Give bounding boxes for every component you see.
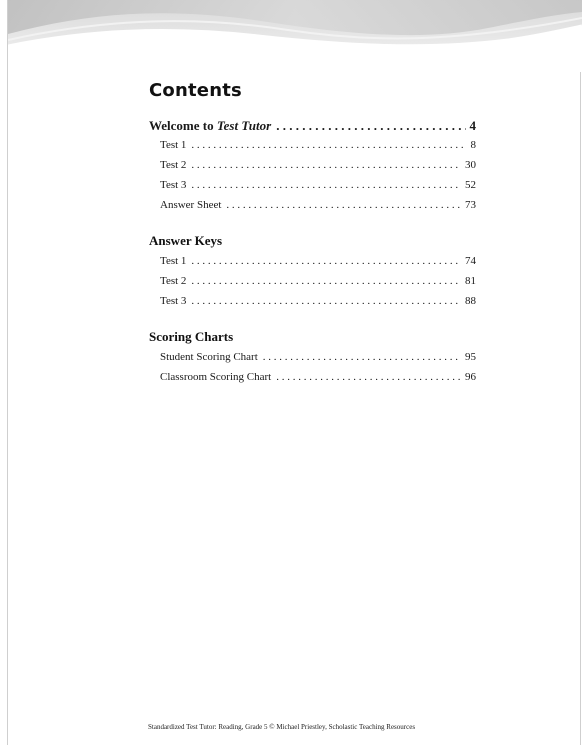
- toc-label: Test 1: [160, 255, 187, 267]
- toc-page-number: 81: [465, 275, 476, 287]
- toc-label: Answer Sheet: [160, 199, 222, 211]
- document-page: [7, 0, 581, 745]
- toc-entry-welcome[interactable]: [149, 118, 476, 134]
- page-footer: Standardized Test Tutor: Reading, Grade 5 © Michael Priestley, Scholastic Teaching Resources: [148, 723, 416, 731]
- section-heading-answer-keys: Answer Keys: [149, 233, 223, 248]
- leader-dots: [276, 118, 465, 134]
- toc-label: Student Scoring Chart: [160, 351, 258, 363]
- toc-entry[interactable]: [160, 274, 476, 288]
- leader-dots: [191, 294, 461, 308]
- toc-page-number: 30: [465, 159, 476, 171]
- page-title: Contents: [149, 80, 242, 101]
- toc-entry[interactable]: [160, 370, 476, 384]
- toc-label: Test 3: [160, 295, 187, 307]
- toc-page-number: 52: [465, 179, 476, 191]
- toc-label: Test 1: [160, 139, 187, 151]
- leader-dots: [263, 350, 461, 364]
- leader-dots: [191, 274, 461, 288]
- toc-entry[interactable]: [160, 294, 476, 308]
- leader-dots: [191, 138, 466, 152]
- toc-page-number: 95: [465, 351, 476, 363]
- toc-label: Test 2: [160, 275, 187, 287]
- toc-label: Welcome to Test Tutor: [149, 118, 272, 133]
- section-heading-scoring-charts: Scoring Charts: [149, 329, 234, 344]
- toc-entry[interactable]: [160, 138, 476, 152]
- toc-page-number: 96: [465, 371, 476, 383]
- toc-page-number: 88: [465, 295, 476, 307]
- toc-entry[interactable]: [160, 178, 476, 192]
- toc-label-italic: Test Tutor: [216, 118, 272, 133]
- toc-label: Classroom Scoring Chart: [160, 371, 272, 383]
- toc-label: Test 3: [160, 179, 187, 191]
- toc-entry[interactable]: [160, 254, 476, 268]
- toc-entry[interactable]: [160, 198, 476, 212]
- toc-entry[interactable]: [160, 158, 476, 172]
- leader-dots: [276, 370, 461, 384]
- header-wave-decoration: [8, 0, 582, 72]
- toc-page-number: 74: [465, 255, 476, 267]
- leader-dots: [191, 178, 461, 192]
- leader-dots: [191, 158, 461, 172]
- leader-dots: [191, 254, 461, 268]
- leader-dots: [226, 198, 461, 212]
- toc-page-number: 4: [469, 118, 476, 133]
- toc-page-number: 73: [465, 199, 476, 211]
- toc-label: Test 2: [160, 159, 187, 171]
- toc-entry[interactable]: [160, 350, 476, 364]
- toc-page-number: 8: [470, 139, 476, 151]
